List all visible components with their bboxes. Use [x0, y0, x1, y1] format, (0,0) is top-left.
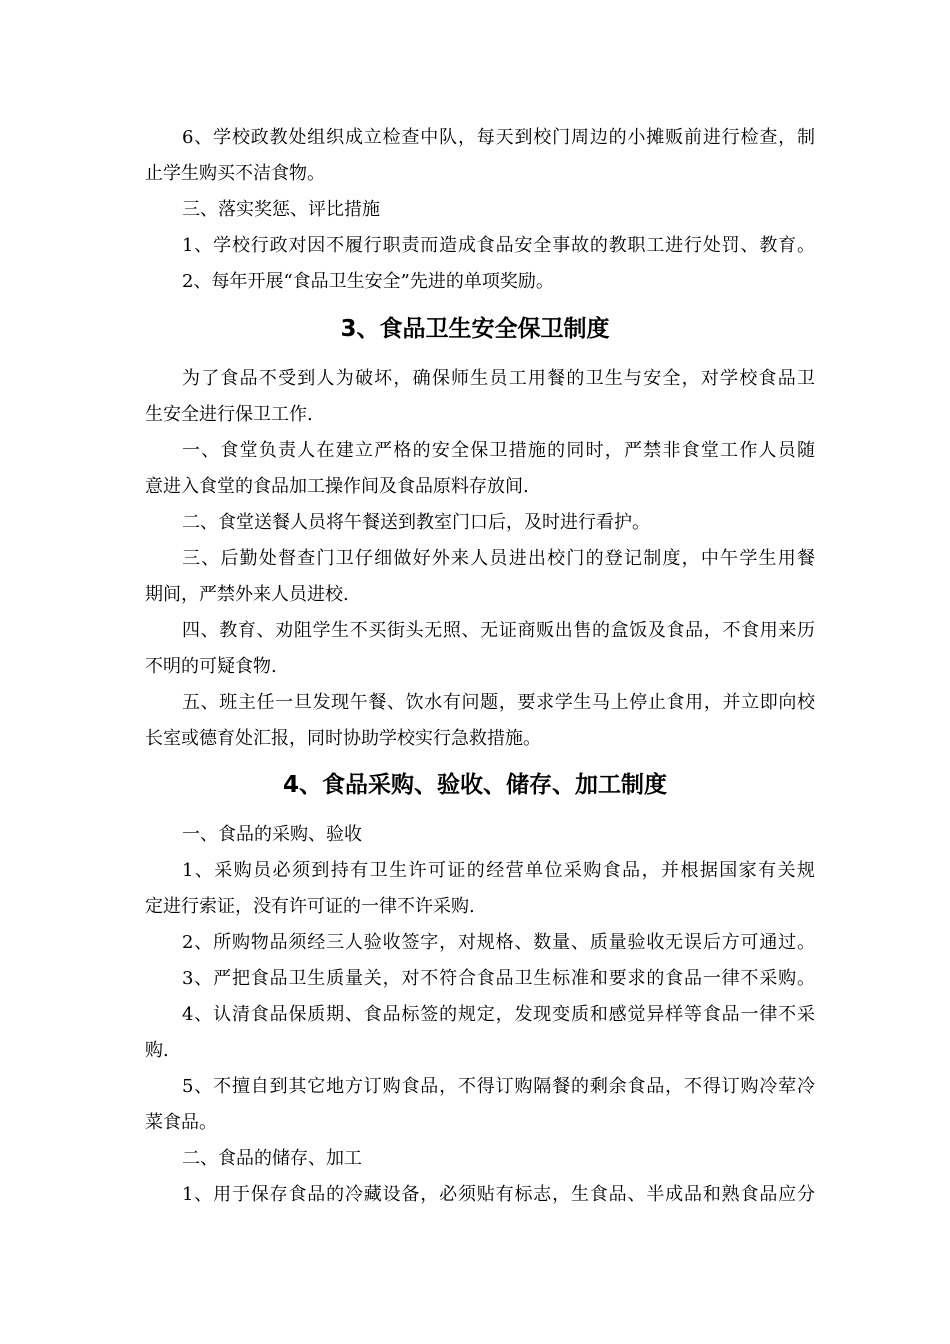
paragraph-line: 1、采购员必须到持有卫生许可证的经营单位采购食品，并根据国家有关规 — [182, 860, 815, 881]
paragraph-line: 2、每年开展“食品卫生安全”先进的单项奖励。 — [182, 271, 554, 292]
section-heading: 3、食品卫生安全保卫制度 — [340, 316, 610, 342]
paragraph-line: 五、班主任一旦发现午餐、饮水有问题，要求学生马上停止食用，并立即向校 — [182, 692, 815, 713]
paragraph-line: 四、教育、劝阻学生不买街头无照、无证商贩出售的盒饭及食品，不食用来历 — [182, 620, 815, 641]
paragraph-line: 不明的可疑食物. — [145, 656, 277, 677]
paragraph-line: 生安全进行保卫工作. — [145, 404, 313, 425]
paragraph-line: 2、所购物品须经三人验收签字，对规格、数量、质量验收无误后方可通过。 — [182, 932, 815, 953]
paragraph-line: 3、严把食品卫生质量关，对不符合食品卫生标准和要求的食品一律不采购。 — [182, 968, 815, 989]
paragraph-line: 长室或德育处汇报，同时协助学校实行急救措施。 — [145, 728, 541, 749]
paragraph-line: 6、学校政教处组织成立检查中队，每天到校门周边的小摊贩前进行检查，制 — [182, 127, 815, 148]
paragraph-line: 三、后勤处督查门卫仔细做好外来人员进出校门的登记制度，中午学生用餐 — [182, 548, 815, 569]
paragraph-line: 菜食品。 — [145, 1112, 217, 1133]
section-heading: 4、食品采购、验收、储存、加工制度 — [282, 772, 667, 798]
paragraph-line: 为了食品不受到人为破坏，确保师生员工用餐的卫生与安全，对学校食品卫 — [182, 368, 815, 389]
paragraph-line: 定进行索证，没有许可证的一律不许采购. — [145, 896, 475, 917]
paragraph-line: 购. — [145, 1040, 169, 1061]
paragraph-line: 5、不擅自到其它地方订购食品，不得订购隔餐的剩余食品，不得订购冷荤冷 — [182, 1076, 815, 1097]
paragraph-line: 止学生购买不洁食物。 — [145, 163, 325, 184]
paragraph-line: 期间，严禁外来人员进校. — [145, 584, 349, 605]
section-subheading: 三、落实奖惩、评比措施 — [182, 199, 380, 220]
section-subheading: 一、食品的采购、验收 — [182, 824, 362, 845]
paragraph-line: 4、认清食品保质期、食品标签的规定，发现变质和感觉异样等食品一律不采 — [182, 1004, 815, 1025]
paragraph-line: 一、食堂负责人在建立严格的安全保卫措施的同时，严禁非食堂工作人员随 — [182, 440, 815, 461]
paragraph-line: 意进入食堂的食品加工操作间及食品原料存放间. — [145, 476, 529, 497]
paragraph-line: 二、食堂送餐人员将午餐送到教室门口后，及时进行看护。 — [182, 512, 650, 533]
section-subheading: 二、食品的储存、加工 — [182, 1148, 362, 1169]
paragraph-line: 1、用于保存食品的冷藏设备，必须贴有标志，生食品、半成品和熟食品应分 — [182, 1184, 815, 1205]
paragraph-line: 1、学校行政对因不履行职责而造成食品安全事故的教职工进行处罚、教育。 — [182, 235, 815, 256]
